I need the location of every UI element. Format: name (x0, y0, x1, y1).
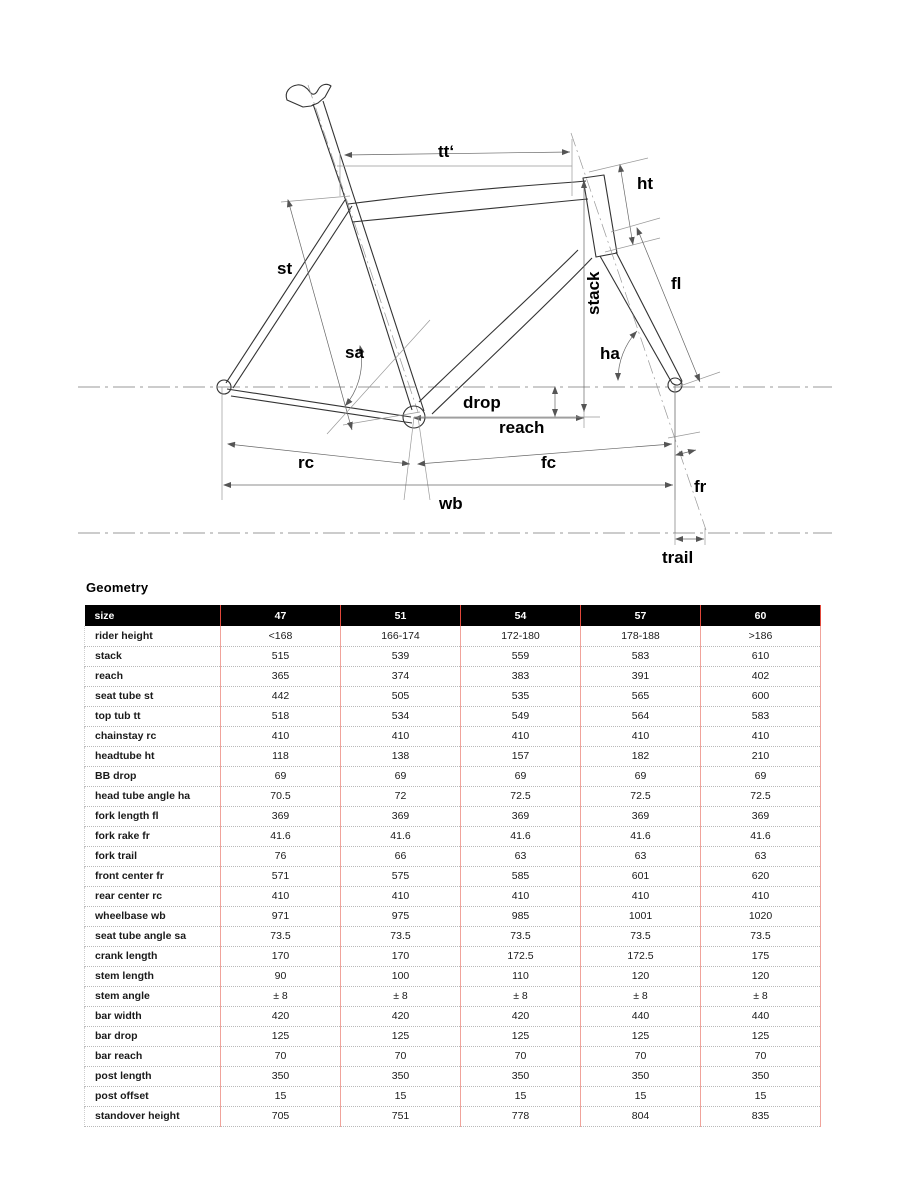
table-cell: 125 (221, 1026, 341, 1046)
table-cell: 15 (341, 1086, 461, 1106)
table-cell: 175 (701, 946, 821, 966)
table-cell: 620 (701, 866, 821, 886)
table-cell: 410 (701, 886, 821, 906)
table-cell: 410 (221, 726, 341, 746)
geometry-section (84, 580, 820, 1127)
table-cell: 751 (341, 1106, 461, 1126)
table-cell: 410 (461, 726, 581, 746)
row-label: rear center rc (85, 886, 221, 906)
table-cell: 383 (461, 666, 581, 686)
table-row (85, 626, 821, 646)
table-cell: 70 (701, 1046, 821, 1066)
table-cell: 350 (461, 1066, 581, 1086)
label-sa: sa (345, 343, 364, 362)
row-label: seat tube angle sa (85, 926, 221, 946)
table-cell: 72.5 (701, 786, 821, 806)
table-row (85, 1026, 821, 1046)
table-cell: <168 (221, 626, 341, 646)
row-label: stem angle (85, 986, 221, 1006)
table-row (85, 806, 821, 826)
table-cell: 170 (221, 946, 341, 966)
table-cell: 535 (461, 686, 581, 706)
table-cell: 15 (581, 1086, 701, 1106)
label-trail: trail (662, 548, 694, 567)
table-cell: 172-180 (461, 626, 581, 646)
row-label: top tub tt (85, 706, 221, 726)
table-cell: 564 (581, 706, 701, 726)
table-cell: 170 (341, 946, 461, 966)
row-label: rider height (85, 626, 221, 646)
table-row (85, 746, 821, 766)
table-header-row (85, 605, 821, 626)
table-cell: 100 (341, 966, 461, 986)
table-cell: 585 (461, 866, 581, 886)
table-cell: 374 (341, 666, 461, 686)
row-label: bar drop (85, 1026, 221, 1046)
table-cell: 70 (341, 1046, 461, 1066)
frame-geometry-diagram (0, 0, 900, 570)
row-label: fork rake fr (85, 826, 221, 846)
table-cell: 73.5 (341, 926, 461, 946)
table-cell: 41.6 (461, 826, 581, 846)
table-cell: ± 8 (461, 986, 581, 1006)
column-header-60: 60 (701, 605, 821, 626)
table-cell: 69 (221, 766, 341, 786)
table-cell: 70 (581, 1046, 701, 1066)
table-row (85, 1106, 821, 1126)
table-cell: 63 (461, 846, 581, 866)
table-cell: 575 (341, 866, 461, 886)
column-header-51: 51 (341, 605, 461, 626)
table-cell: 440 (701, 1006, 821, 1026)
table-cell: 69 (461, 766, 581, 786)
table-cell: 350 (221, 1066, 341, 1086)
row-label: fork trail (85, 846, 221, 866)
label-st: st (277, 259, 293, 278)
table-row (85, 706, 821, 726)
table-cell: 410 (341, 726, 461, 746)
table-cell: 985 (461, 906, 581, 926)
table-cell: ± 8 (341, 986, 461, 1006)
table-cell: ± 8 (581, 986, 701, 1006)
table-cell: 172.5 (461, 946, 581, 966)
table-cell: 1001 (581, 906, 701, 926)
table-cell: 369 (581, 806, 701, 826)
geometry-table-body (85, 626, 821, 1126)
table-cell: 505 (341, 686, 461, 706)
row-label: bar width (85, 1006, 221, 1026)
row-label: standover height (85, 1106, 221, 1126)
label-ht: ht (637, 174, 654, 193)
table-cell: 72.5 (581, 786, 701, 806)
table-cell: 125 (701, 1026, 821, 1046)
column-header-57: 57 (581, 605, 701, 626)
label-stack: stack (584, 271, 603, 315)
dimension-lines (222, 139, 720, 545)
table-cell: 410 (341, 886, 461, 906)
table-cell: ± 8 (221, 986, 341, 1006)
table-cell: 63 (581, 846, 701, 866)
table-cell: 601 (581, 866, 701, 886)
table-cell: 73.5 (461, 926, 581, 946)
table-cell: 41.6 (341, 826, 461, 846)
label-reach: reach (499, 418, 545, 437)
table-row (85, 826, 821, 846)
table-cell: 72.5 (461, 786, 581, 806)
table-cell: 571 (221, 866, 341, 886)
table-cell: 157 (461, 746, 581, 766)
table-cell: 600 (701, 686, 821, 706)
table-cell: 402 (701, 666, 821, 686)
table-cell: 1020 (701, 906, 821, 926)
table-cell: 63 (701, 846, 821, 866)
table-cell: 166-174 (341, 626, 461, 646)
table-cell: 410 (581, 726, 701, 746)
row-label: wheelbase wb (85, 906, 221, 926)
geometry-table (84, 605, 821, 1127)
row-label: crank length (85, 946, 221, 966)
table-cell: 15 (701, 1086, 821, 1106)
table-cell: 15 (221, 1086, 341, 1106)
table-cell: 410 (581, 886, 701, 906)
table-cell: 350 (341, 1066, 461, 1086)
table-row (85, 866, 821, 886)
table-row (85, 1006, 821, 1026)
table-cell: 69 (581, 766, 701, 786)
row-label: reach (85, 666, 221, 686)
table-cell: 90 (221, 966, 341, 986)
table-row (85, 646, 821, 666)
table-row (85, 946, 821, 966)
row-label: head tube angle ha (85, 786, 221, 806)
table-cell: 534 (341, 706, 461, 726)
table-cell: 515 (221, 646, 341, 666)
column-header-size: size (85, 605, 221, 626)
label-wb: wb (439, 494, 463, 513)
table-cell: 182 (581, 746, 701, 766)
table-cell: 369 (701, 806, 821, 826)
table-cell: 778 (461, 1106, 581, 1126)
table-cell: 41.6 (581, 826, 701, 846)
bike-diagram-svg (0, 0, 900, 570)
table-cell: 73.5 (221, 926, 341, 946)
table-cell: 559 (461, 646, 581, 666)
table-cell: 365 (221, 666, 341, 686)
row-label: post length (85, 1066, 221, 1086)
table-row (85, 926, 821, 946)
table-cell: ± 8 (701, 986, 821, 1006)
table-cell: 138 (341, 746, 461, 766)
table-cell: 391 (581, 666, 701, 686)
column-header-47: 47 (221, 605, 341, 626)
table-cell: 410 (701, 726, 821, 746)
table-cell: 125 (341, 1026, 461, 1046)
table-cell: 610 (701, 646, 821, 666)
frame-outline (217, 84, 706, 530)
table-cell: 565 (581, 686, 701, 706)
row-label: seat tube st (85, 686, 221, 706)
table-cell: 76 (221, 846, 341, 866)
table-row (85, 726, 821, 746)
table-cell: 369 (221, 806, 341, 826)
table-cell: 70 (221, 1046, 341, 1066)
label-rc: rc (298, 453, 315, 472)
row-label: stem length (85, 966, 221, 986)
table-row (85, 906, 821, 926)
table-cell: 118 (221, 746, 341, 766)
geometry-title: Geometry (86, 580, 149, 595)
table-row (85, 1046, 821, 1066)
table-cell: 369 (461, 806, 581, 826)
table-cell: 120 (701, 966, 821, 986)
table-cell: 69 (341, 766, 461, 786)
table-cell: 41.6 (701, 826, 821, 846)
row-label: bar reach (85, 1046, 221, 1066)
table-cell: 420 (221, 1006, 341, 1026)
label-fc: fc (541, 453, 557, 472)
table-cell: 971 (221, 906, 341, 926)
label-fl: fl (671, 274, 682, 293)
table-cell: 804 (581, 1106, 701, 1126)
table-row (85, 846, 821, 866)
table-row (85, 666, 821, 686)
table-row (85, 686, 821, 706)
label-fr: fr (694, 477, 707, 496)
table-row (85, 766, 821, 786)
table-cell: >186 (701, 626, 821, 646)
table-row (85, 1086, 821, 1106)
table-cell: 420 (461, 1006, 581, 1026)
table-cell: 549 (461, 706, 581, 726)
table-cell: 178-188 (581, 626, 701, 646)
label-ha: ha (600, 344, 620, 363)
row-label: front center fr (85, 866, 221, 886)
row-label: stack (85, 646, 221, 666)
table-cell: 350 (581, 1066, 701, 1086)
label-drop: drop (463, 393, 501, 412)
table-cell: 125 (461, 1026, 581, 1046)
head-tube (583, 175, 617, 257)
table-cell: 518 (221, 706, 341, 726)
table-cell: 110 (461, 966, 581, 986)
label-tt: tt‘ (438, 142, 455, 161)
table-row (85, 966, 821, 986)
table-cell: 975 (341, 906, 461, 926)
table-cell: 440 (581, 1006, 701, 1026)
table-cell: 583 (581, 646, 701, 666)
table-cell: 73.5 (581, 926, 701, 946)
table-row (85, 886, 821, 906)
table-cell: 210 (701, 746, 821, 766)
table-row (85, 786, 821, 806)
table-cell: 350 (701, 1066, 821, 1086)
table-cell: 41.6 (221, 826, 341, 846)
geometry-table-head (85, 605, 821, 626)
table-cell: 539 (341, 646, 461, 666)
row-label: BB drop (85, 766, 221, 786)
table-cell: 70.5 (221, 786, 341, 806)
table-row (85, 1066, 821, 1086)
table-cell: 70 (461, 1046, 581, 1066)
table-cell: 172.5 (581, 946, 701, 966)
table-cell: 15 (461, 1086, 581, 1106)
row-label: chainstay rc (85, 726, 221, 746)
column-header-54: 54 (461, 605, 581, 626)
table-cell: 69 (701, 766, 821, 786)
table-cell: 120 (581, 966, 701, 986)
table-cell: 410 (221, 886, 341, 906)
table-cell: 73.5 (701, 926, 821, 946)
table-cell: 410 (461, 886, 581, 906)
row-label: fork length fl (85, 806, 221, 826)
table-cell: 72 (341, 786, 461, 806)
table-row (85, 986, 821, 1006)
table-cell: 583 (701, 706, 821, 726)
table-cell: 420 (341, 1006, 461, 1026)
table-cell: 125 (581, 1026, 701, 1046)
row-label: post offset (85, 1086, 221, 1106)
table-cell: 442 (221, 686, 341, 706)
table-cell: 66 (341, 846, 461, 866)
table-cell: 705 (221, 1106, 341, 1126)
table-cell: 369 (341, 806, 461, 826)
row-label: headtube ht (85, 746, 221, 766)
table-cell: 835 (701, 1106, 821, 1126)
